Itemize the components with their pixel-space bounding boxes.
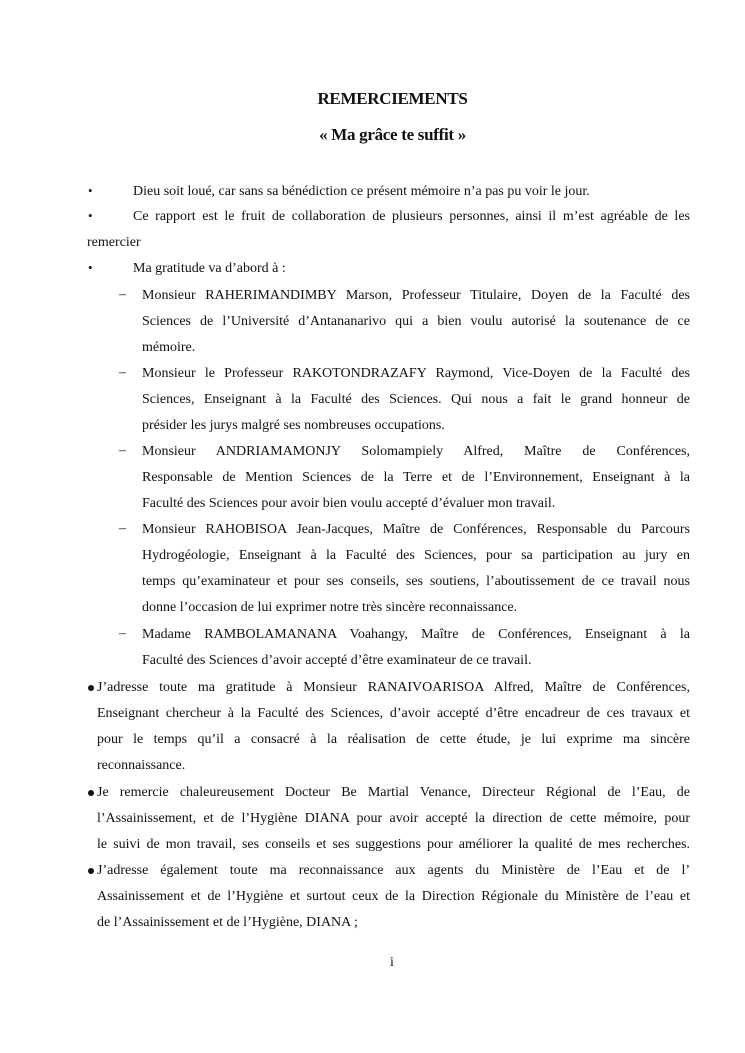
bullet-marker: • [88,208,93,223]
intro-item-2-line-2: remercier [87,235,141,250]
closing-item-3-line-2: Assainissement et de l’Hygiène et surtout ceux de la Direction Régionale du Ministère de l’eau et [97,889,690,904]
closing-item-1-line-4: reconnaissance. [97,758,186,773]
person-1-line-1: Monsieur RAHERIMANDIMBY Marson, Professeur Titulaire, Doyen de la Faculté des [142,288,690,303]
dash-marker: – [119,443,126,458]
closing-item-1-line-2: Enseignant chercheur à la Faculté des Sciences, d’avoir accepté d’être encadreur de ces travaux et [97,706,690,721]
person-1-line-3: mémoire. [142,340,196,355]
closing-item-3-line-1: J’adresse également toute ma reconnaissance aux agents du Ministère de l’Eau et de l’ [97,863,690,878]
closing-item-1-line-3: pour le temps qu’il a consacré à la réalisation de cette étude, je lui exprime ma sincère [97,732,690,747]
person-3-line-2: Responsable de Mention Sciences de la Terre et de l’Environnement, Enseignant à la [142,470,690,485]
person-5-line-1: Madame RAMBOLAMANANA Voahangy, Maître de Conférences, Enseignant à la [142,627,690,642]
bullet-marker: • [88,183,93,198]
bullet-dot [88,868,94,874]
page-title: REMERCIEMENTS [317,89,468,108]
dash-marker: – [119,287,126,302]
page-subtitle: « Ma grâce te suffit » [319,125,466,144]
closing-item-3-line-3: de l’Assainissement et de l’Hygiène, DIANA ; [97,915,358,930]
dash-marker: – [119,626,126,641]
closing-item-2-line-3: le suivi de mon travail, ses conseils et ses suggestions pour améliorer la qualité de mes recherches. [97,837,690,852]
person-2-line-1: Monsieur le Professeur RAKOTONDRAZAFY Raymond, Vice-Doyen de la Faculté des [142,366,690,381]
bullet-marker: • [88,260,93,275]
person-4-line-4: donne l’occasion de lui exprimer notre très sincère reconnaissance. [142,600,518,615]
bullet-dot [88,790,94,796]
person-2-line-3: présider les jurys malgré ses nombreuses occupations. [142,418,445,433]
closing-item-2-line-1: Je remercie chaleureusement Docteur Be Martial Venance, Directeur Régional de l’Eau, de [97,785,690,800]
intro-item-2-line-1: Ce rapport est le fruit de collaboration de plusieurs personnes, ainsi il m’est agréable de les [133,209,690,224]
person-5-line-2: Faculté des Sciences d’avoir accepté d’être examinateur de ce travail. [142,653,532,668]
person-1-line-2: Sciences de l’Université d’Antananarivo qui a bien voulu autorisé la soutenance de ce [142,314,690,329]
closing-item-1-line-1: J’adresse toute ma gratitude à Monsieur RANAIVOARISOA Alfred, Maître de Conférences, [97,680,690,695]
intro-item-3-line-1: Ma gratitude va d’abord à : [133,261,286,276]
person-2-line-2: Sciences, Enseignant à la Faculté des Sciences. Qui nous a fait le grand honneur de [142,392,690,407]
intro-item-1-line-1: Dieu soit loué, car sans sa bénédiction ce présent mémoire n’a pas pu voir le jour. [133,184,590,199]
person-4-line-3: temps qu’examinateur et pour ses conseils, ses soutiens, l’aboutissement de ce travail nous [142,574,690,589]
person-4-line-1: Monsieur RAHOBISOA Jean-Jacques, Maître de Conférences, Responsable du Parcours [142,522,690,537]
dash-marker: – [119,521,126,536]
person-3-line-3: Faculté des Sciences pour avoir bien voulu accepté d’évaluer mon travail. [142,496,556,511]
dash-marker: – [119,365,126,380]
person-4-line-2: Hydrogéologie, Enseignant à la Faculté des Sciences, pour sa participation au jury en [142,548,690,563]
person-3-line-1: Monsieur ANDRIAMAMONJY Solomampiely Alfred, Maître de Conférences, [142,444,690,459]
page-number: i [390,955,394,970]
closing-item-2-line-2: l’Assainissement, et de l’Hygiène DIANA pour avoir accepté la direction de cette mémoire, pour [97,811,690,826]
bullet-dot [88,685,94,691]
